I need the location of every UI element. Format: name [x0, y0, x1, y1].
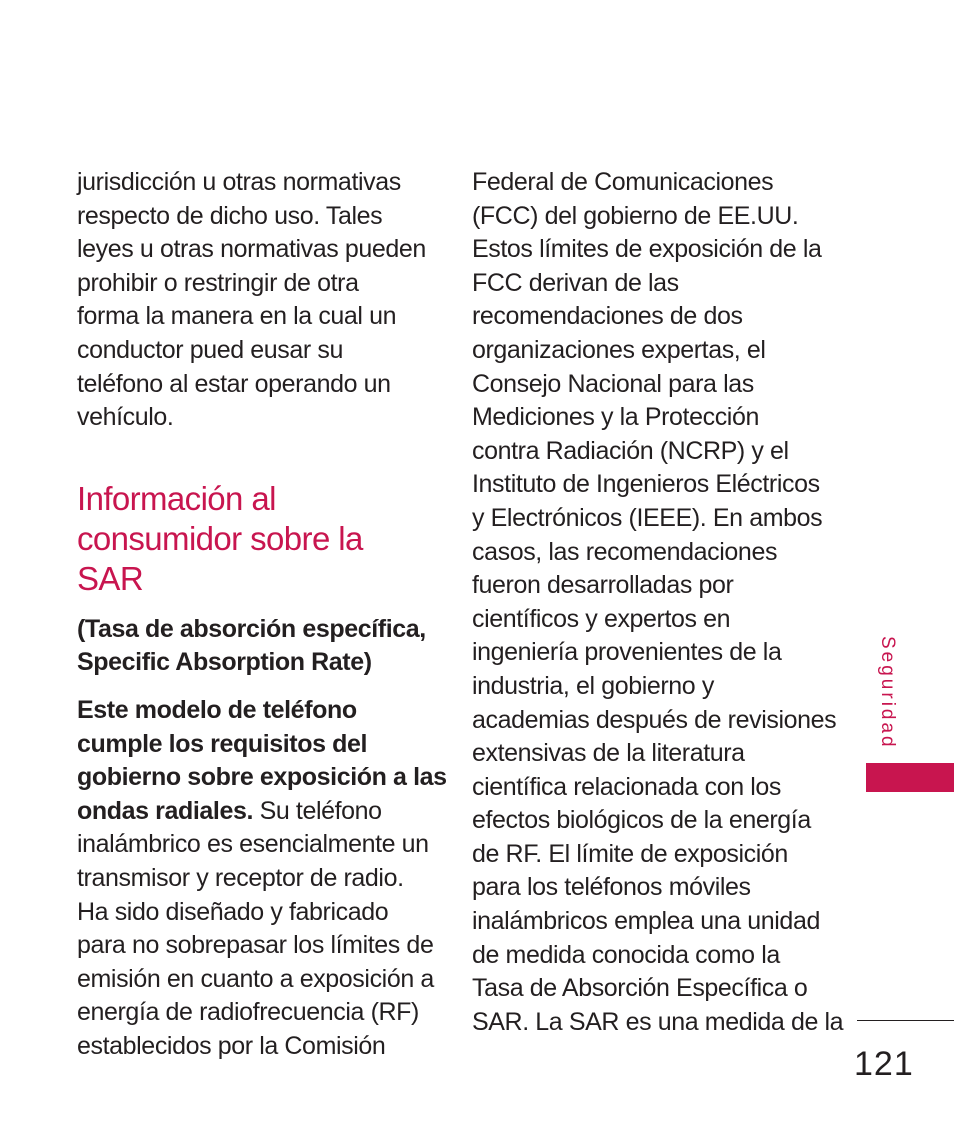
text-line: (FCC) del gobierno de EE.UU. — [472, 201, 799, 230]
text-line: Ha sido diseñado y fabricado — [77, 897, 389, 926]
left-column — [77, 166, 447, 1063]
text-line: Estos límites de exposición de la — [472, 235, 822, 264]
text-line: prohibir o restringir de otra — [77, 268, 359, 297]
text-line: FCC derivan de las — [472, 268, 679, 297]
text-line: conductor pued eusar su — [77, 335, 343, 364]
text-line: forma la manera en la cual un — [77, 302, 397, 331]
text-line: Instituto de Ingenieros Eléctricos — [472, 470, 820, 499]
text-line: emisión en cuanto a exposición a — [77, 964, 434, 993]
text-line: contra Radiación (NCRP) y el — [472, 436, 789, 465]
text-line: fueron desarrolladas por — [472, 571, 734, 600]
text-line: Federal de Comunicaciones — [472, 168, 774, 196]
text-line: Mediciones y la Protección — [472, 403, 759, 432]
text-line: para no sobrepasar los límites de — [77, 931, 434, 960]
text-line: academias después de revisiones — [472, 705, 837, 734]
text-line: para los teléfonos móviles — [472, 873, 751, 902]
text-line: vehículo. — [77, 403, 174, 432]
heading-line: consumidor sobre la — [77, 519, 363, 557]
section-tab-bar — [866, 763, 954, 792]
text-line: científicos y expertos en — [472, 604, 731, 633]
text-line: de RF. El límite de exposición — [472, 839, 788, 868]
subheading-line: (Tasa de absorción específica, — [77, 614, 426, 643]
text-line: de medida conocida como la — [472, 940, 780, 969]
page-number-rule — [857, 1020, 954, 1021]
text-line: ingeniería provenientes de la — [472, 638, 782, 667]
text-line: extensivas de la literatura — [472, 739, 745, 768]
text-line: respecto de dicho uso. Tales — [77, 201, 383, 230]
continued-paragraph — [472, 166, 844, 1039]
text-line: y Electrónicos (IEEE). En ambos — [472, 503, 823, 532]
text-line: transmisor y receptor de radio. — [77, 863, 404, 892]
text-line: jurisdicción u otras normativas — [77, 168, 401, 196]
text-line: Tasa de Absorción Específica o — [472, 974, 808, 1003]
section-heading — [77, 479, 427, 599]
bold-text-line: Este modelo de teléfono — [77, 695, 357, 724]
bold-text-run: ondas radiales. — [77, 796, 254, 825]
text-line: recomendaciones de dos — [472, 302, 743, 331]
text-run: Su teléfono — [253, 796, 382, 825]
text-line: establecidos por la Comisión — [77, 1031, 386, 1060]
page-number: 121 — [854, 1045, 914, 1083]
text-line: industria, el gobierno y — [472, 671, 714, 700]
text-line: SAR. La SAR es una medida de la — [472, 1007, 844, 1036]
mixed-text-line — [77, 795, 427, 829]
text-line: leyes u otras normativas pueden — [77, 235, 426, 264]
text-line: energía de radiofrecuencia (RF) — [77, 998, 419, 1027]
subheading-line: Specific Absorption Rate) — [77, 648, 372, 677]
section-subheading — [77, 613, 427, 680]
right-column — [472, 166, 844, 1039]
text-line: organizaciones expertas, el — [472, 335, 766, 364]
text-line: teléfono al estar operando un — [77, 369, 391, 398]
intro-paragraph — [77, 166, 427, 435]
bold-text-line: gobierno sobre exposición a las — [77, 763, 447, 792]
text-line: casos, las recomendaciones — [472, 537, 778, 566]
body-paragraph — [77, 694, 447, 1064]
text-line: Consejo Nacional para las — [472, 369, 754, 398]
text-line: inalámbricos emplea una unidad — [472, 907, 820, 936]
text-line: efectos biológicos de la energía — [472, 806, 811, 835]
heading-line: SAR — [77, 559, 144, 597]
text-line: científica relacionada con los — [472, 772, 782, 801]
heading-line: Información al — [77, 479, 276, 517]
text-line: inalámbrico es esencialmente un — [77, 830, 429, 859]
bold-text-line: cumple los requisitos del — [77, 729, 368, 758]
section-tab-label: Seguridad — [877, 636, 898, 750]
